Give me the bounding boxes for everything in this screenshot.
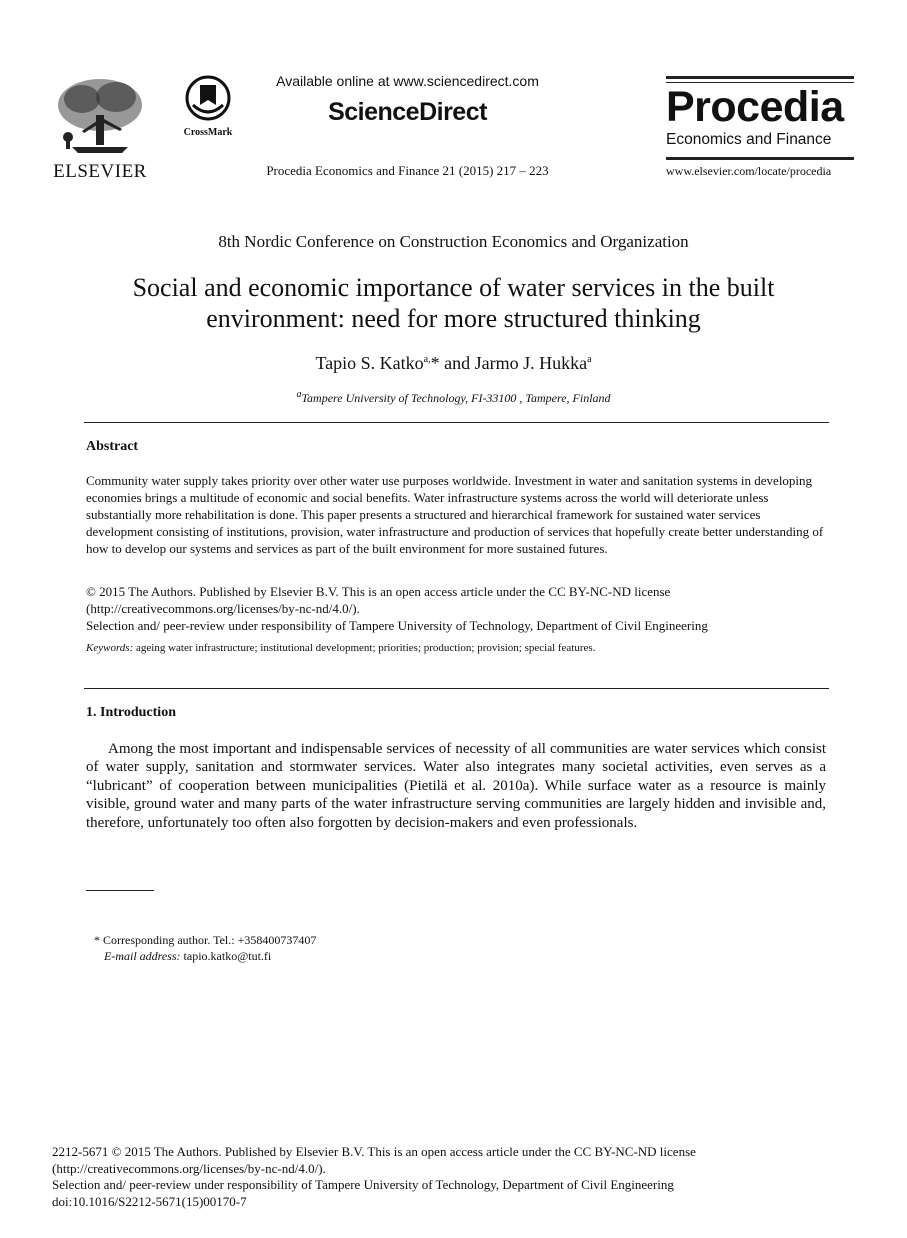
sciencedirect-logo: ScienceDirect [328, 98, 487, 126]
keywords-text: ageing water infrastructure; institutional development; priorities; production; provision; special features. [133, 642, 596, 654]
corresponding-author: * Corresponding author. Tel.: +358400737407 [94, 933, 317, 947]
introduction-text: Among the most important and indispensable services of necessity of all communities are water services which consist of water supply, sanitation and stormwater services. Water also integrates many societal activities, even serves as a “lubricant” of cooperation between municipalities (Pietilä et al. 2010a). While surface water as a resource is mainly visible, ground water and many parts of the water infrastructure serving communities are largely hidden and invisible and, therefore, unfortunately too often also forgotten by decision-makers and even professionals. [86, 741, 826, 831]
affiliation-text: Tampere University of Technology, FI-33100 , Tampere, Finland [301, 391, 611, 405]
footer-license-link[interactable]: (http://creativecommons.org/licenses/by-nc-nd/4.0/). [52, 1160, 326, 1176]
footer-doi[interactable]: doi:10.1016/S2212-5671(15)00170-7 [52, 1193, 247, 1209]
section-divider [84, 688, 829, 689]
author-affiliation-mark: a, [423, 354, 431, 365]
paper-title-line: environment: need for more structured thinking [206, 304, 701, 333]
paper-title [60, 272, 847, 334]
procedia-title: Procedia [666, 83, 844, 131]
author-name: Jarmo J. Hukka [474, 353, 588, 373]
introduction-heading: 1. Introduction [86, 705, 176, 720]
elsevier-tree-icon [52, 75, 148, 155]
conference-name: 8th Nordic Conference on Construction Economics and Organization [218, 232, 689, 251]
elsevier-logo [50, 75, 150, 182]
procedia-rule [666, 157, 854, 160]
procedia-rule [666, 76, 854, 79]
procedia-subtitle: Economics and Finance [666, 131, 832, 148]
elsevier-wordmark: ELSEVIER [53, 161, 147, 182]
footer-issn-line: 2212-5671 © 2015 The Authors. Published by Elsevier B.V. This is an open access article under the CC BY-NC-ND license [52, 1144, 696, 1159]
keywords-label: Keywords: [86, 642, 134, 654]
journal-citation: Procedia Economics and Finance 21 (2015) 217 – 223 [266, 163, 549, 178]
paper-title-line: Social and economic importance of water services in the built [132, 273, 775, 302]
copyright-line: © 2015 The Authors. Published by Elsevier B.V. This is an open access article under the CC BY-NC-ND license [86, 584, 671, 599]
crossmark-label: CrossMark [183, 127, 233, 138]
abstract-heading: Abstract [86, 439, 139, 454]
footnote-rule [86, 890, 154, 891]
peer-review-line: Selection and/ peer-review under responsibility of Tampere University of Technology, Department of Civil Engineering [86, 618, 708, 633]
crossmark-icon [185, 75, 231, 121]
footer-peer-review: Selection and/ peer-review under responsibility of Tampere University of Technology, Department of Civil Engineering [52, 1177, 674, 1192]
affiliation [0, 391, 907, 406]
corresponding-mark: * [430, 353, 440, 373]
author-name: Tapio S. Katko [315, 353, 424, 373]
available-online-text: Available online at www.sciencedirect.com [276, 73, 539, 89]
section-divider [84, 422, 829, 423]
author-separator: and [439, 353, 475, 373]
author-affiliation-mark: a [587, 354, 592, 365]
affiliation-mark: a [296, 389, 302, 400]
page-footer [52, 1144, 812, 1210]
procedia-logo [666, 76, 854, 179]
email-line [104, 949, 271, 964]
email-label: E-mail address: [104, 949, 181, 963]
copyright-notice [86, 583, 826, 634]
license-link[interactable]: (http://creativecommons.org/licenses/by-nc-nd/4.0/). [86, 601, 360, 616]
email-address[interactable]: tapio.katko@tut.fi [180, 949, 272, 963]
procedia-url[interactable]: www.elsevier.com/locate/procedia [666, 164, 832, 178]
keywords [86, 642, 826, 654]
abstract-text: Community water supply takes priority over other water use purposes worldwide. Investment in water and sanitation systems in developing economies brings a multitude of economic and social benefits. Water infrastructure systems across the world will deteriorate unless substantially more rehabilitation is done. This paper presents a structured and hierarchical framework for sustained water services development consisting of institutions, provision, water infrastructure and production of services that hopefully create better understanding of how to develop our systems and services as part of the built environment for more sustained futures. [86, 473, 824, 556]
crossmark-badge[interactable] [178, 75, 238, 138]
author-list [0, 353, 907, 374]
